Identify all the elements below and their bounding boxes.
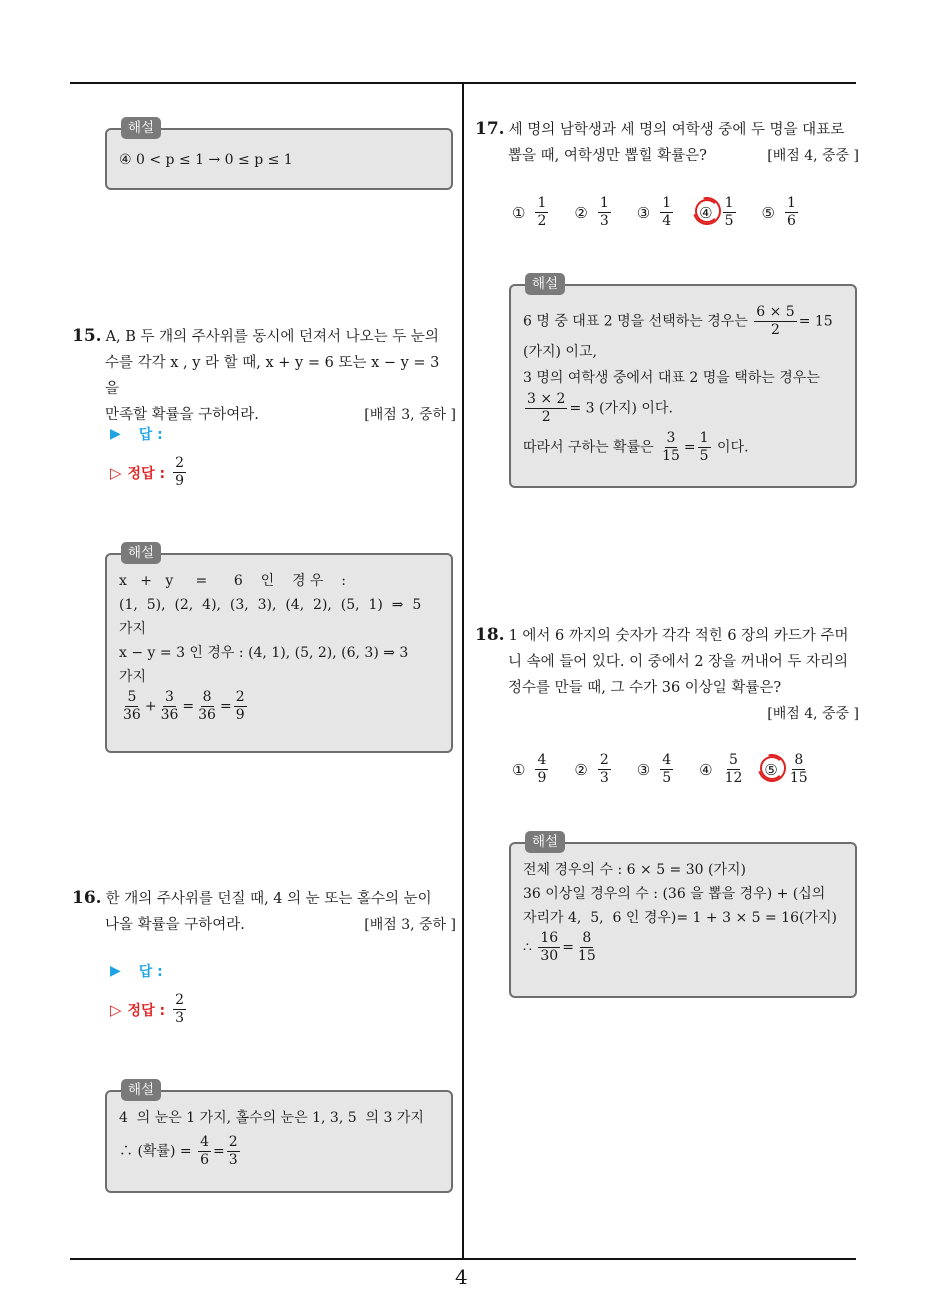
solution-label: 해설 (525, 831, 565, 853)
question-number: 17. (475, 119, 505, 139)
choice-5[interactable]: ⑤ $\frac{1}{6}$ (761, 195, 796, 229)
correct-answer-16 (110, 992, 188, 1027)
solution-line: 전체 경우의 수 : 6 × 5 = 30 (가지) (523, 862, 746, 878)
solution-line: x + y = 6 인 경 우 : (119, 573, 346, 589)
solution-label: 해설 (525, 273, 565, 295)
question-text: 1 에서 6 까지의 숫자가 각각 적힌 6 장의 카드가 주머 (508, 628, 849, 644)
choice-2[interactable]: ② $\frac{2}{3}$ (574, 752, 609, 786)
question-text: 정수를 만들 때, 그 수가 36 이상일 확률은? (508, 680, 782, 696)
score-tag: [배점 4, 중중 ] (767, 148, 859, 164)
choice-1[interactable]: ① $\frac{4}{9}$ (512, 752, 547, 786)
question-15 (72, 323, 456, 428)
bottom-rule (70, 1258, 856, 1260)
score-tag: [배점 3, 중하 ] (364, 917, 456, 933)
question-text: 수를 각각 x , y 라 할 때, x + y = 6 또는 x − y = 3 을 (105, 355, 440, 397)
outline-play-icon: ▷ (110, 1000, 122, 1019)
solution-box-18 (509, 834, 857, 998)
solution-formula: ∴ (확률) = $\frac{4}{6}$ = $\frac{2}{3}$ (119, 1134, 238, 1168)
question-text: 만족할 확률을 구하여라. (105, 407, 259, 423)
solution-line: 36 이상일 경우의 수 : (36 을 뽑을 경우) + (십의 (523, 886, 826, 902)
choices-17 (512, 195, 824, 230)
fraction: $\frac{2}{9}$ (175, 455, 184, 489)
question-text: A, B 두 개의 주사위를 동시에 던져서 나오는 두 눈의 (105, 329, 439, 345)
solution-box-14 (105, 120, 453, 190)
solution-line: 4 의 눈은 1 가지, 홀수의 눈은 1, 3, 5 의 3 가지 (119, 1110, 424, 1126)
solution-box-15 (105, 545, 453, 753)
choice-2[interactable]: ② $\frac{1}{3}$ (574, 195, 609, 229)
fraction: $\frac{2}{3}$ (175, 992, 184, 1026)
question-18 (475, 622, 859, 727)
solution-line: (가지) 이고, (523, 344, 597, 360)
choice-3[interactable]: ③ $\frac{1}{4}$ (636, 195, 672, 229)
solution-line: 가지 (119, 669, 147, 685)
correct-label: 정답 : (127, 465, 166, 482)
solution-line: 6 명 중 대표 2 명을 선택하는 경우는 $\frac{6 \times 5}{2}$ = 15 (523, 304, 833, 338)
question-17 (475, 116, 859, 169)
answer-circle-mark (760, 756, 784, 780)
question-text: 한 개의 주사위를 던질 때, 4 의 눈 또는 홀수의 눈이 (105, 891, 432, 907)
question-number: 15. (72, 326, 102, 346)
choice-1[interactable]: ① $\frac{1}{2}$ (512, 195, 547, 229)
solution-line: ④ 0 < p ≤ 1 → 0 ≤ p ≤ 1 (119, 152, 293, 168)
correct-label: 정답 : (127, 1002, 166, 1019)
solution-box-17 (509, 276, 857, 488)
solution-line: 따라서 구하는 확률은 $\frac{3}{15}$ = $\frac{1}{5}$ 이다. (523, 430, 749, 464)
page-number: 4 (455, 1265, 468, 1289)
question-text: 세 명의 남학생과 세 명의 여학생 중에 두 명을 대표로 (508, 122, 845, 138)
question-text: 나올 확률을 구하여라. (105, 917, 245, 933)
question-16 (72, 885, 456, 938)
answer-label: 답 : (138, 964, 163, 980)
answer-circle-mark (695, 199, 719, 223)
answer-field-16[interactable] (110, 961, 163, 981)
solution-line: (1, 5), (2, 4), (3, 3), (4, 2), (5, 1) ⇒ 5 (119, 597, 422, 613)
answer-label: 답 : (138, 427, 163, 443)
solution-formula: $\frac{5}{36}$ + $\frac{3}{36}$ = $\frac{8}{36}$ = $\frac{2}{9}$ (123, 689, 245, 723)
solution-line: $\frac{3 \times 2}{2}$ = 3 (가지) 이다. (527, 391, 673, 425)
correct-answer-15 (110, 455, 188, 490)
solution-label: 해설 (121, 542, 161, 564)
solution-line: x − y = 3 인 경우 : (4, 1), (5, 2), (6, 3) ⇒ 3 (119, 645, 409, 661)
choice-4[interactable]: ④ $\frac{1}{5}$ (699, 195, 737, 230)
solution-label: 해설 (121, 117, 161, 139)
question-text: 뽑을 때, 여학생만 뽑힐 확률은? (508, 148, 707, 164)
solution-box-16 (105, 1082, 453, 1193)
answer-field-15[interactable] (110, 424, 163, 444)
score-tag: [배점 4, 중중 ] (767, 706, 859, 722)
solution-line: 자리가 4, 5, 6 인 경우)= 1 + 3 × 5 = 16(가지) (523, 910, 837, 926)
solution-line: 가지 (119, 621, 147, 637)
solution-formula: ∴ $\frac{16}{30}$ = $\frac{8}{15}$ (523, 930, 596, 964)
center-divider (462, 82, 464, 1260)
choice-3[interactable]: ③ $\frac{4}{5}$ (636, 752, 672, 786)
outline-play-icon: ▷ (110, 463, 122, 482)
question-text: 니 속에 들어 있다. 이 중에서 2 장을 꺼내어 두 자리의 (508, 654, 849, 670)
choices-18 (512, 752, 836, 787)
solution-label: 해설 (121, 1079, 161, 1101)
question-number: 16. (72, 888, 102, 908)
play-icon: ▶ (110, 426, 121, 442)
play-icon: ▶ (110, 963, 121, 979)
score-tag: [배점 3, 중하 ] (364, 407, 456, 423)
solution-line: 3 명의 여학생 중에서 대표 2 명을 택하는 경우는 (523, 370, 820, 386)
choice-4[interactable]: ④ $\frac{5}{12}$ (699, 752, 743, 786)
choice-5[interactable]: ⑤ $\frac{8}{15}$ (764, 752, 811, 787)
question-number: 18. (475, 625, 505, 645)
